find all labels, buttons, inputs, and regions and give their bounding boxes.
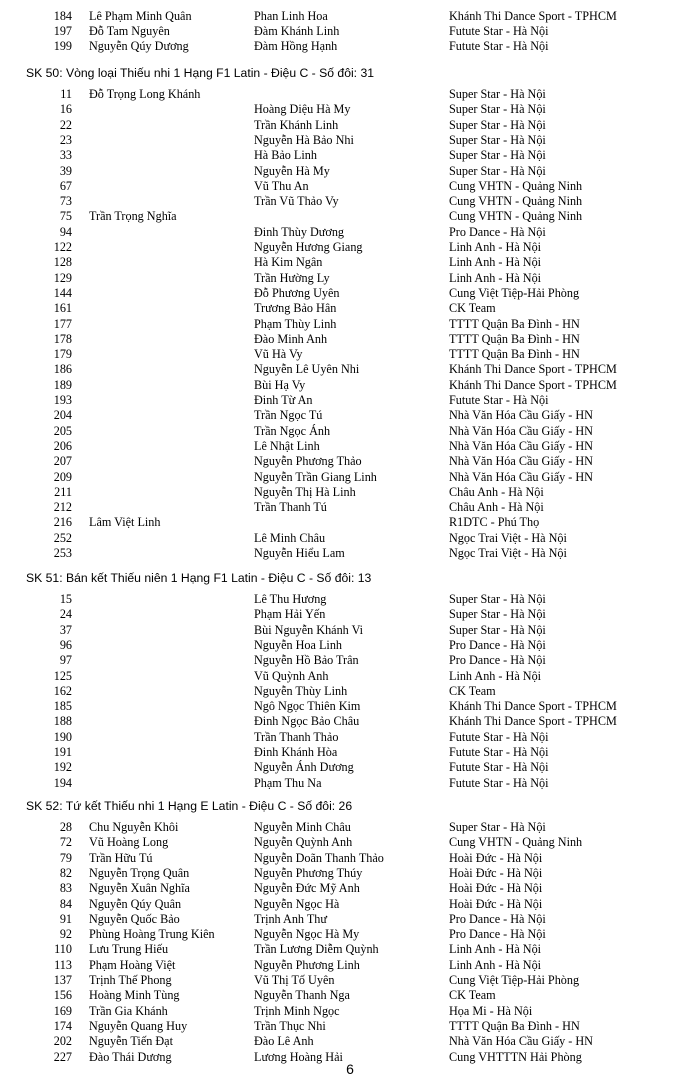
club-name: Khánh Thi Dance Sport - TPHCM [449,714,617,729]
table-row [0,485,700,500]
table-row [0,332,700,347]
table-row [0,286,700,301]
entry-number: 253 [53,546,72,560]
club-name: Nhà Văn Hóa Cầu Giấy - HN [449,438,593,453]
club-name: Ngọc Trai Việt - Hà Nội [449,530,567,545]
table-row [0,500,700,515]
club-name: Futute Star - Hà Nội [449,775,549,790]
table-row [0,531,700,546]
table-row [0,745,700,760]
male-dancer: Lâm Việt Linh [89,515,161,530]
table-row [0,133,700,148]
male-dancer: Đỗ Trọng Long Khánh [89,87,201,101]
female-dancer: Trần Ngọc Ánh [254,423,331,438]
female-dancer: Trần Vũ Thảo Vy [254,194,339,209]
female-dancer: Vũ Hà Vy [254,347,303,362]
entry-number: 156 [53,988,72,1003]
table-row [0,225,700,240]
table-row [0,439,700,454]
club-name: R1DTC - Phú Thọ [449,515,540,530]
entry-number: 122 [53,240,72,254]
table-row [0,820,700,835]
club-name: Ngọc Trai Việt - Hà Nội [449,546,567,560]
entry-number: 252 [53,530,72,545]
female-dancer: Phạm Thùy Linh [254,316,337,331]
section-heading: SK 52: Tứ kết Thiếu nhi 1 Hạng E Latin - Điệu C - Số đôi: 26 [26,798,353,813]
female-dancer: Đinh Thùy Dương [254,224,345,239]
entry-number: 227 [53,1049,72,1064]
club-name: Khánh Thi Dance Sport - TPHCM [449,362,617,377]
club-name: Super Star - Hà Nội [449,102,546,117]
entry-number: 205 [53,423,72,438]
entry-number: 189 [53,377,72,392]
female-dancer: Vũ Thu An [254,178,309,193]
club-name: Futute Star - Hà Nội [449,393,549,407]
female-dancer: Trần Ngọc Tú [254,408,323,423]
entry-number: 207 [53,454,72,469]
club-name: Futute Star - Hà Nội [449,39,549,54]
female-dancer: Phan Linh Hoa [254,8,328,23]
male-dancer: Nguyễn Quang Huy [89,1018,188,1033]
entry-number: 96 [59,637,72,652]
female-dancer: Trần Khánh Linh [254,117,339,132]
entry-number: 202 [53,1034,72,1049]
club-name: Pro Dance - Hà Nội [449,911,546,926]
club-name: Khánh Thi Dance Sport - TPHCM [449,8,617,23]
table-row [0,408,700,423]
female-dancer: Phạm Hải Yến [254,607,326,622]
club-name: Pro Dance - Hà Nội [449,653,546,668]
entry-number: 11 [60,87,72,101]
entry-number: 33 [59,148,72,163]
female-dancer: Lê Minh Châu [254,530,326,545]
club-name: Linh Anh - Hà Nội [449,942,542,957]
club-name: Linh Anh - Hà Nội [449,255,542,270]
entry-number: 16 [59,102,72,117]
table-row [0,669,700,684]
entry-number: 84 [59,896,72,911]
club-name: Cung VHTN - Quảng Ninh [449,209,583,224]
female-dancer: Nguyễn Hoa Linh [254,637,343,652]
entry-number: 179 [53,347,72,362]
table-row [0,607,700,622]
table-row [0,347,700,362]
table-row [0,592,700,607]
club-name: Super Star - Hà Nội [449,132,546,147]
male-dancer: Trần Trọng Nghĩa [89,209,177,224]
table-row [0,179,700,194]
entry-number: 184 [53,8,72,23]
club-name: Nhà Văn Hóa Cầu Giấy - HN [449,1034,593,1049]
female-dancer: Nguyễn Phương Thúy [254,865,363,880]
entry-number: 161 [53,301,72,316]
entry-number: 178 [53,331,72,346]
female-dancer: Nguyễn Minh Châu [254,820,351,834]
club-name: Futute Star - Hà Nội [449,23,549,38]
table-row [0,102,700,117]
female-dancer: Nguyễn Hương Giang [254,240,363,254]
table-row [0,760,700,775]
entry-number: 177 [53,316,72,331]
female-dancer: Trần Thanh Thảo [254,729,339,744]
club-name: Châu Anh - Hà Nội [449,500,544,515]
entry-number: 94 [59,224,72,239]
female-dancer: Vũ Quỳnh Anh [254,668,329,683]
entry-number: 75 [59,209,72,224]
female-dancer: Đỗ Phương Uyên [254,285,340,300]
female-dancer: Nguyễn Thị Hà Linh [254,484,356,499]
female-dancer: Nguyễn Hà Bảo Nhi [254,132,354,147]
female-dancer: Đàm Khánh Linh [254,23,340,38]
table-row [0,912,700,927]
female-dancer: Nguyễn Lê Uyên Nhi [254,362,360,377]
female-dancer: Vũ Thị Tố Uyên [254,973,335,987]
table-row [0,881,700,896]
female-dancer: Hà Kim Ngân [254,255,323,270]
female-dancer: Nguyễn Ngọc Hà [254,896,340,911]
male-dancer: Phạm Hoàng Việt [89,957,176,972]
entry-number: 190 [53,729,72,744]
entry-number: 113 [54,957,72,972]
club-name: Pro Dance - Hà Nội [449,637,546,652]
entry-number: 83 [59,881,72,896]
entry-number: 216 [53,515,72,530]
table-row [0,301,700,316]
male-dancer: Nguyễn Xuân Nghĩa [89,881,190,896]
club-name: Nhà Văn Hóa Cầu Giấy - HN [449,469,593,484]
club-name: Super Star - Hà Nội [449,117,546,132]
table-row [0,1019,700,1034]
club-name: Futute Star - Hà Nội [449,760,549,775]
club-name: Hoài Đức - Hà Nội [449,850,543,865]
entry-number: 192 [53,760,72,775]
table-row [0,255,700,270]
entry-number: 39 [59,163,72,178]
male-dancer: Vũ Hoàng Long [89,835,169,850]
male-dancer: Chu Nguyễn Khôi [89,820,179,834]
female-dancer: Nguyễn Phương Linh [254,957,360,972]
table-row [0,684,700,699]
entry-number: 73 [59,194,72,209]
club-name: Cung VHTN - Quảng Ninh [449,178,583,193]
table-row [0,164,700,179]
female-dancer: Trịnh Anh Thư [254,911,327,926]
male-dancer: Lê Phạm Minh Quân [89,8,192,23]
table-row [0,271,700,286]
entry-number: 188 [53,714,72,729]
club-name: CK Team [449,301,496,316]
table-row [0,362,700,377]
male-dancer: Hoàng Minh Tùng [89,988,180,1003]
female-dancer: Nguyễn Hà My [254,163,330,178]
male-dancer: Nguyễn Tiến Đạt [89,1034,173,1049]
female-dancer: Trần Thục Nhi [254,1018,326,1033]
table-row [0,87,700,102]
club-name: Nhà Văn Hóa Cầu Giấy - HN [449,408,593,423]
page-number: 6 [346,1061,354,1077]
table-row [0,653,700,668]
club-name: Khánh Thi Dance Sport - TPHCM [449,699,617,714]
club-name: Hoài Đức - Hà Nội [449,881,543,896]
table-row [0,546,700,561]
entry-number: 204 [53,408,72,423]
female-dancer: Bùi Hạ Vy [254,377,306,392]
table-row [0,194,700,209]
female-dancer: Nguyễn Thanh Nga [254,988,350,1003]
female-dancer: Trịnh Minh Ngọc [254,1003,340,1018]
club-name: Nhà Văn Hóa Cầu Giấy - HN [449,423,593,438]
female-dancer: Hà Bảo Linh [254,148,317,163]
entry-number: 212 [53,500,72,515]
table-row [0,897,700,912]
entry-number: 137 [53,973,72,987]
club-name: Futute Star - Hà Nội [449,745,549,759]
entry-number: 24 [59,607,72,622]
male-dancer: Lưu Trung Hiếu [89,942,169,957]
table-row [0,424,700,439]
club-name: Super Star - Hà Nội [449,87,546,101]
female-dancer: Trần Lương Diễm Quỳnh [254,942,379,957]
entry-number: 91 [59,911,72,926]
table-row [0,942,700,957]
club-name: CK Team [449,988,496,1003]
female-dancer: Nguyễn Ngọc Hà My [254,927,360,942]
entry-number: 110 [54,942,72,957]
female-dancer: Ngô Ngọc Thiên Kim [254,699,361,714]
entry-number: 37 [59,622,72,637]
female-dancer: Trương Bảo Hân [254,301,337,316]
table-row [0,988,700,1003]
club-name: Futute Star - Hà Nội [449,729,549,744]
table-row [0,9,700,24]
section-heading: SK 51: Bán kết Thiếu niên 1 Hạng F1 Latin - Điệu C - Số đôi: 13 [26,570,372,585]
club-name: Châu Anh - Hà Nội [449,484,544,499]
female-dancer: Đàm Hồng Hạnh [254,39,338,54]
club-name: Super Star - Hà Nội [449,163,546,178]
club-name: TTTT Quận Ba Đình - HN [449,1018,580,1033]
female-dancer: Trần Thanh Tú [254,500,327,515]
entry-number: 211 [54,484,72,499]
club-name: Cung VHTN - Quảng Ninh [449,194,583,209]
entry-number: 199 [53,39,72,54]
table-row [0,699,700,714]
male-dancer: Nguyễn Qúy Quân [89,896,182,911]
female-dancer: Nguyễn Quỳnh Anh [254,835,353,850]
entry-number: 125 [53,668,72,683]
section-heading: SK 50: Vòng loại Thiếu nhi 1 Hạng F1 Latin - Điệu C - Số đôi: 31 [26,65,375,80]
male-dancer: Nguyễn Trọng Quân [89,865,190,880]
table-row [0,209,700,224]
table-row [0,240,700,255]
entry-number: 97 [59,653,72,668]
female-dancer: Đào Lê Anh [254,1034,314,1049]
entry-number: 197 [53,23,72,38]
male-dancer: Trần Hữu Tú [89,850,153,865]
entry-number: 67 [59,178,72,193]
entry-number: 162 [53,683,72,698]
entry-number: 209 [53,469,72,484]
table-row [0,1004,700,1019]
table-row [0,851,700,866]
club-name: CK Team [449,683,496,698]
club-name: Super Star - Hà Nội [449,622,546,637]
club-name: Super Star - Hà Nội [449,820,546,834]
club-name: Pro Dance - Hà Nội [449,224,546,239]
entry-number: 22 [59,117,72,132]
club-name: Cung Việt Tiệp-Hải Phòng [449,285,580,300]
table-row [0,973,700,988]
table-row [0,118,700,133]
club-name: Cung VHTTTN Hải Phòng [449,1049,582,1064]
entry-number: 129 [53,270,72,285]
entry-number: 186 [53,362,72,377]
male-dancer: Trần Gia Khánh [89,1003,168,1018]
club-name: Linh Anh - Hà Nội [449,270,542,285]
entry-number: 206 [53,438,72,453]
club-name: Super Star - Hà Nội [449,592,546,606]
entry-number: 169 [53,1003,72,1018]
female-dancer: Nguyễn Ánh Dương [254,760,354,775]
female-dancer: Đinh Ngọc Bảo Châu [254,714,360,729]
club-name: Pro Dance - Hà Nội [449,927,546,942]
table-row [0,470,700,485]
female-dancer: Nguyễn Doãn Thanh Thảo [254,850,384,865]
entry-number: 174 [53,1018,72,1033]
table-row [0,623,700,638]
entry-number: 15 [59,592,72,606]
female-dancer: Lê Thu Hương [254,592,327,606]
club-name: Linh Anh - Hà Nội [449,957,542,972]
male-dancer: Trịnh Thế Phong [89,973,172,987]
club-name: TTTT Quận Ba Đình - HN [449,331,580,346]
female-dancer: Nguyễn Phương Thảo [254,454,362,469]
female-dancer: Trần Hường Ly [254,270,330,285]
entry-number: 128 [53,255,72,270]
club-name: Cung VHTN - Quảng Ninh [449,835,583,850]
female-dancer: Phạm Thu Na [254,775,322,790]
entry-number: 28 [59,820,72,834]
male-dancer: Đào Thái Dương [89,1049,172,1064]
club-name: Hoài Đức - Hà Nội [449,865,543,880]
club-name: Nhà Văn Hóa Cầu Giấy - HN [449,454,593,469]
female-dancer: Nguyễn Hồ Bảo Trân [254,653,359,668]
table-row [0,927,700,942]
entry-number: 72 [59,835,72,850]
entry-number: 185 [53,699,72,714]
club-name: Linh Anh - Hà Nội [449,240,542,254]
table-row [0,393,700,408]
entry-number: 23 [59,132,72,147]
entry-number: 193 [53,393,72,407]
female-dancer: Nguyễn Hiểu Lam [254,546,345,560]
entry-number: 191 [53,745,72,759]
female-dancer: Bùi Nguyễn Khánh Vi [254,622,364,637]
table-row [0,24,700,39]
table-row [0,148,700,163]
female-dancer: Lê Nhật Linh [254,438,320,453]
female-dancer: Lương Hoàng Hải [254,1049,343,1064]
table-row [0,317,700,332]
female-dancer: Đinh Từ An [254,393,313,407]
table-row [0,835,700,850]
female-dancer: Đinh Khánh Hòa [254,745,338,759]
club-name: Cung Việt Tiệp-Hải Phòng [449,973,580,987]
table-row [0,714,700,729]
club-name: TTTT Quận Ba Đình - HN [449,347,580,362]
club-name: Khánh Thi Dance Sport - TPHCM [449,377,617,392]
female-dancer: Đào Minh Anh [254,331,328,346]
table-row [0,866,700,881]
table-row [0,1034,700,1049]
male-dancer: Nguyễn Qúy Dương [89,39,189,54]
female-dancer: Nguyễn Đức Mỹ Anh [254,881,360,896]
table-row [0,730,700,745]
table-row [0,378,700,393]
entry-number: 92 [59,927,72,942]
entry-number: 82 [59,865,72,880]
club-name: Hoài Đức - Hà Nội [449,896,543,911]
club-name: Super Star - Hà Nội [449,607,546,622]
male-dancer: Đỗ Tam Nguyên [89,23,170,38]
table-row [0,515,700,530]
table-row [0,638,700,653]
male-dancer: Nguyễn Quốc Bảo [89,911,180,926]
female-dancer: Nguyễn Trần Giang Linh [254,469,377,484]
entry-number: 144 [53,285,72,300]
male-dancer: Phùng Hoàng Trung Kiên [89,927,215,942]
table-row [0,958,700,973]
club-name: Linh Anh - Hà Nội [449,668,542,683]
club-name: Super Star - Hà Nội [449,148,546,163]
female-dancer: Hoàng Diệu Hà My [254,102,351,117]
club-name: TTTT Quận Ba Đình - HN [449,316,580,331]
table-row [0,776,700,791]
entry-number: 194 [53,775,72,790]
entry-number: 79 [59,850,72,865]
table-row [0,454,700,469]
club-name: Họa Mi - Hà Nội [449,1003,533,1018]
table-row [0,39,700,54]
female-dancer: Nguyễn Thùy Linh [254,683,348,698]
